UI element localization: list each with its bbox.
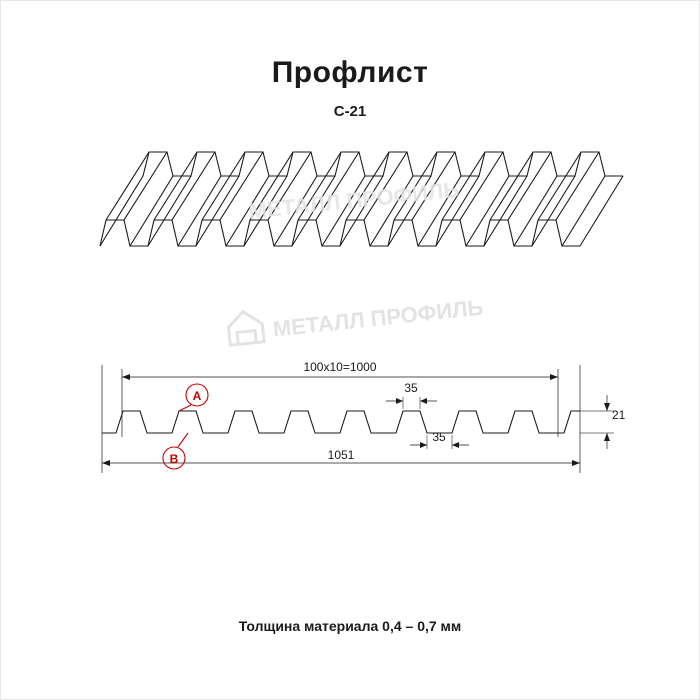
callout-a (179, 384, 208, 411)
dimension-height-label: 21 (612, 408, 626, 422)
watermark-logo-icon (227, 310, 264, 345)
page-title: Профлист (271, 56, 429, 89)
watermark-text-line2: МЕТАЛЛ ПРОФИЛЬ (247, 176, 461, 224)
dimension-working-width-label: 100x10=1000 (303, 360, 377, 374)
profile-section-outline (102, 411, 580, 433)
material-thickness-note: Толщина материала 0,4 – 0,7 мм (238, 618, 462, 634)
callout-b (163, 433, 188, 469)
cross-section-drawing (80, 345, 625, 495)
product-code: С-21 (333, 103, 367, 120)
isometric-sheet-illustration (80, 150, 625, 280)
dimension-height (580, 395, 614, 449)
callout-a-label: A (192, 389, 202, 403)
callout-b-label: B (169, 452, 179, 466)
dimension-rib-top (386, 397, 437, 409)
dimension-rib-bottom-label: 35 (432, 430, 446, 444)
dimension-rib-top-label: 35 (404, 381, 418, 395)
dimension-working-width (122, 374, 558, 380)
watermark-text-line1: МЕТАЛЛ ПРОФИЛЬ (271, 294, 485, 342)
dimension-total-width-label: 1051 (327, 448, 355, 462)
